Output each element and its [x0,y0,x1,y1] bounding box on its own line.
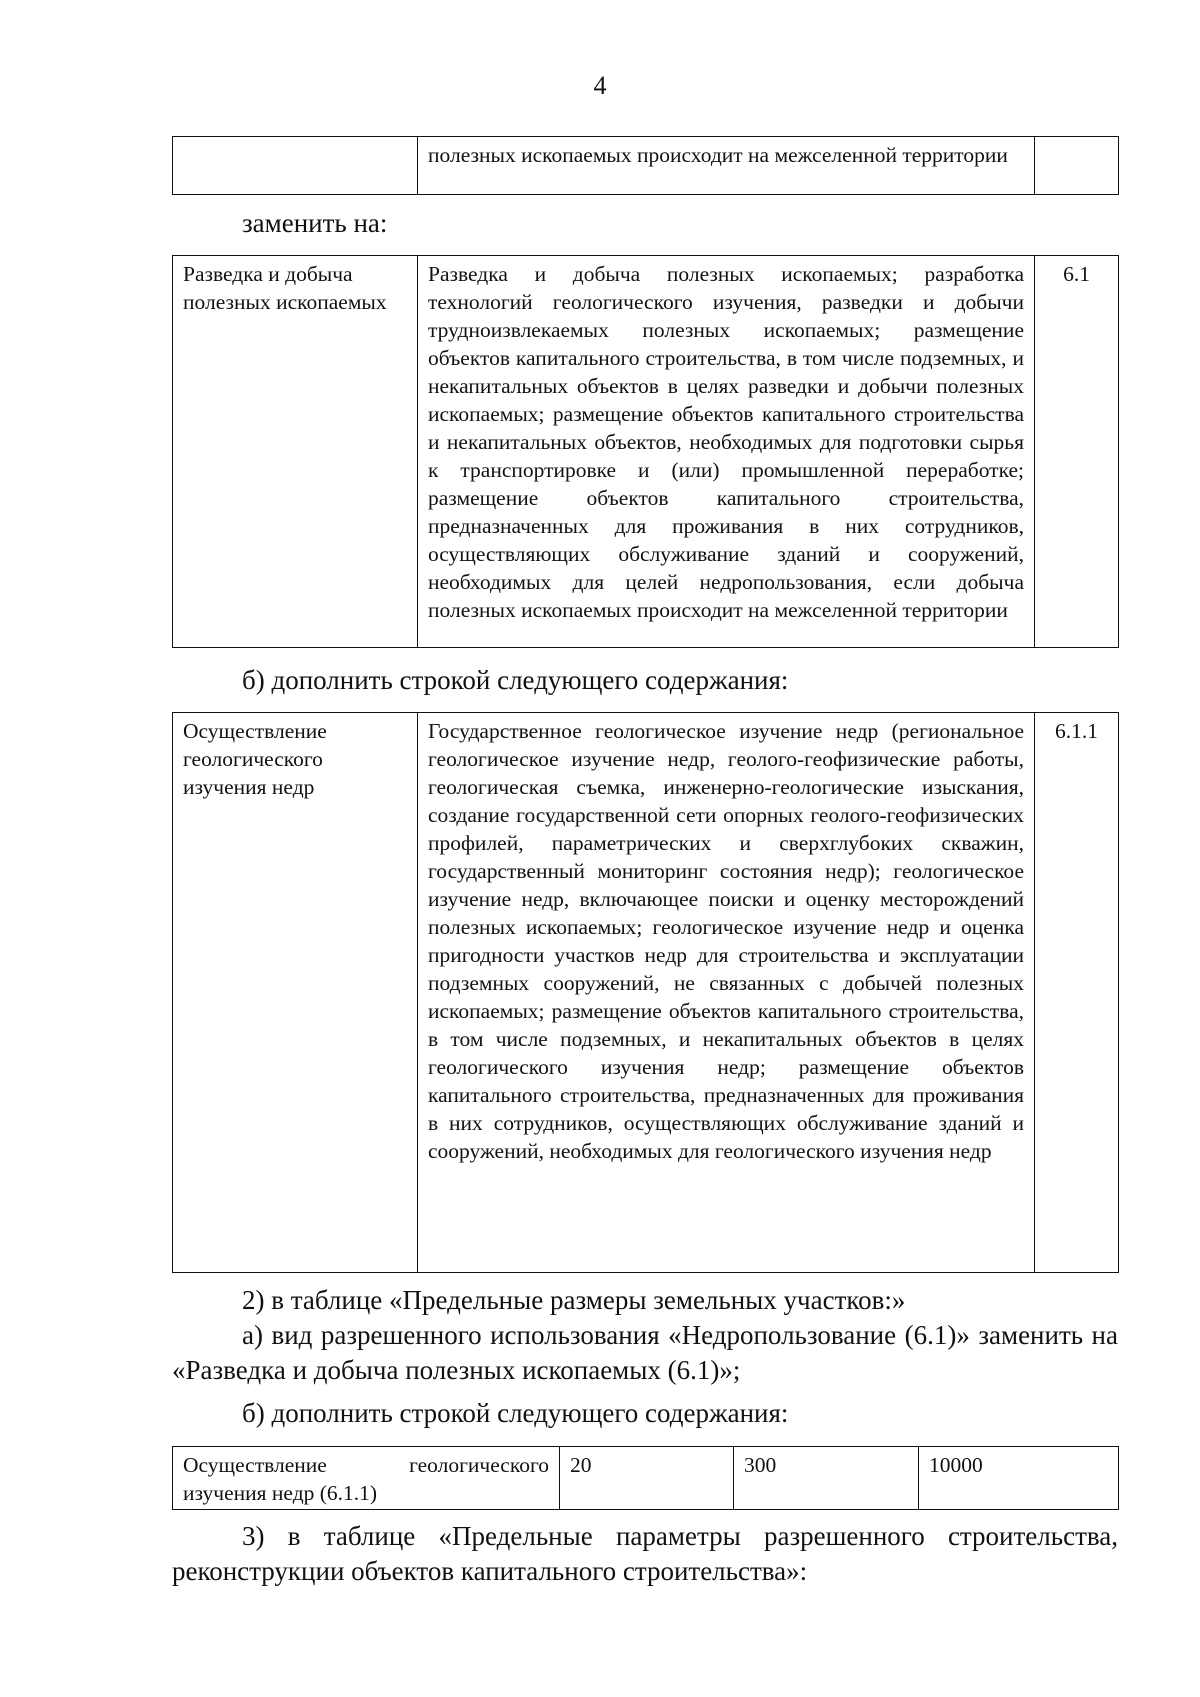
page-number: 4 [593,71,607,100]
cell-description: Государственное геологическое изучение недр (региональное геологическое изучение недр, геолого-геофизические работы, геологическая съемка, инженерно-геологические изыскания, создание государственной сети опорных геолого-геофизических профилей, параметрических и сверхглубоких скважин, государственный мониторинг состояния недр); геологическое изучение недр, включающее поиски и оценку месторождений полезных ископаемых; геологическое изучение недр и оценка пригодности участков недр для строительства и эксплуатации подземных сооружений, не связанных с добычей полезных ископаемых; размещение объектов капитального строительства, в том числе подземных, и некапитальных объектов в целях геологического изучения недр; размещение объектов капитального строительства, предназначенных для проживания в них сотрудников, осуществляющих обслуживание зданий и сооружений, необходимых для геологического изучения недр [418,713,1035,1273]
cell-min-area: 20 [560,1447,734,1510]
table-row [173,1447,1119,1510]
table-replacement [172,255,1119,648]
table-row [173,713,1119,1273]
item-2a: а) вид разрешенного использования «Недропользование (6.1)» заменить на «Разведка и добыча полезных ископаемых (6.1)»; [172,1320,1118,1385]
cell-description: Разведка и добыча полезных ископаемых; разработка технологий геологического изучения, разведки и добычи трудноизвлекаемых полезных ископаемых; размещение объектов капитального строительства, в том числе подземных, и некапитальных объектов в целях разведки и добычи полезных ископаемых; размещение объектов капитального строительства и некапитальных объектов, необходимых для подготовки сырья к транспортировке и (или) промышленной переработке; размещение объектов капитального строительства, предназначенных для проживания в них сотрудников, осуществляющих обслуживание зданий и сооружений, необходимых для целей недропользования, если добыча полезных ископаемых происходит на межселенной территории [418,256,1035,648]
cell-code: 6.1 [1035,256,1119,648]
cell-name [173,137,418,195]
cell-code [1035,137,1119,195]
table-continuation [172,136,1119,195]
cell-max-area: 10000 [919,1447,1119,1510]
table-row [173,137,1119,195]
add-row-label: б) дополнить строкой следующего содержания: [242,665,789,695]
table-row [173,256,1119,648]
add-row-label: б) дополнить строкой следующего содержания: [242,1398,789,1428]
cell-code: 6.1.1 [1035,713,1119,1273]
cell-name: Осуществление геологического изучения недр (6.1.1) [173,1447,560,1510]
cell-name: Разведка и добыча полезных ископаемых [173,256,418,648]
table-added [172,712,1119,1273]
item-2: 2) в таблице «Предельные размеры земельных участков:» [242,1285,906,1315]
cell-value: 300 [734,1447,919,1510]
table-sizes [172,1446,1119,1510]
replace-label: заменить на: [242,208,388,238]
cell-name: Осуществление геологического изучения недр [173,713,418,1273]
cell-description: полезных ископаемых происходит на межселенной территории [418,137,1035,195]
item-3: 3) в таблице «Предельные параметры разрешенного строительства, реконструкции объектов капитального строительства»: [172,1521,1118,1586]
